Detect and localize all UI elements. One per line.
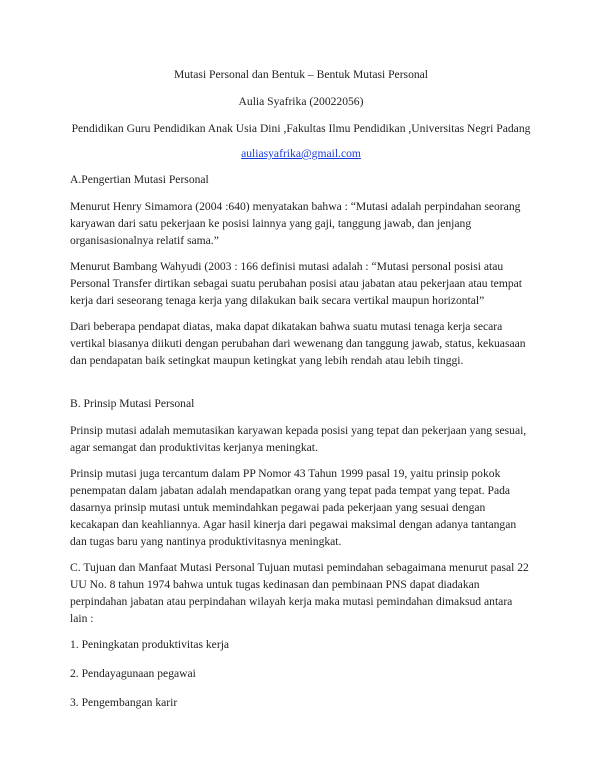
- section-a-paragraph: Menurut Bambang Wahyudi (2003 : 166 definisi mutasi adalah : “Mutasi personal posisi atau Personal Transfer dirtikan sebagai suatu perubahan posisi atau jabatan atau pekerjaan atau tempat kerja dari seseorang tenaga kerja yang dilakukan baik secara vertikal maupun horizontal”: [70, 260, 523, 307]
- list-item: 1. Peningkatan produktivitas kerja: [70, 638, 230, 651]
- section-c-paragraph: C. Tujuan dan Manfaat Mutasi Personal Tujuan mutasi pemindahan sebagaimana menurut pasal 22 UU No. 8 tahun 1974 bahwa untuk tugas kedinasan dan pembinaan PNS dapat diadakan perpindahan jabatan atau perpindahan wilayah kerja maka mutasi pemindahan dimaksud antara lain :: [70, 561, 529, 625]
- document-author: Aulia Syafrika (20022056): [238, 95, 364, 108]
- document-title: Mutasi Personal dan Bentuk – Bentuk Mutasi Personal: [173, 68, 429, 81]
- section-b-paragraph: Prinsip mutasi adalah memutasikan karyawan kepada posisi yang tepat dan pekerjaan yang sesuai, agar semangat dan produktivitas kerjanya meningkat.: [70, 424, 527, 454]
- list-item: 2. Pendayagunaan pegawai: [70, 667, 196, 680]
- document-affiliation: Pendidikan Guru Pendidikan Anak Usia Dini ,Fakultas Ilmu Pendidikan ,Universitas Negri Padang: [71, 122, 531, 135]
- section-a-heading: A.Pengertian Mutasi Personal: [70, 173, 209, 186]
- section-a-paragraph: Menurut Henry Simamora (2004 :640) menyatakan bahwa : “Mutasi adalah perpindahan seorang karyawan dari satu pekerjaan ke posisi lainnya yang gaji, tanggung jawab, dan jenjang organisasionalnya relatif sama.”: [70, 200, 521, 247]
- section-b-heading: B. Prinsip Mutasi Personal: [70, 397, 195, 410]
- section-b-paragraph: Prinsip mutasi juga tercantum dalam PP Nomor 43 Tahun 1999 pasal 19, yaitu prinsip pokok penempatan dalam jabatan adalah mendapatkan orang yang tepat pada tempat yang tepat. Pada dasarnya prinsip mutasi untuk memindahkan pegawai pada pekerjaan yang sesuai dengan kecakapan dan keahliannya. Agar hasil kinerja dari pegawai maksimal dengan adanya tantangan dan tugas baru yang nantinya produktivitasnya meningkat.: [70, 467, 517, 548]
- list-item: 3. Pengembangan karir: [70, 696, 178, 709]
- author-email-link[interactable]: auliasyafrika@gmail.com: [241, 147, 361, 160]
- document-page: [70, 66, 532, 723]
- section-a-paragraph: Dari beberapa pendapat diatas, maka dapat dikatakan bahwa suatu mutasi tenaga kerja secara vertikal biasanya diikuti dengan perubahan dari wewenang dan tanggung jawab, status, kekuasaan dan pendapatan baik setingkat maupun ketingkat yang lebih rendah atau lebih tinggi.: [70, 320, 526, 367]
